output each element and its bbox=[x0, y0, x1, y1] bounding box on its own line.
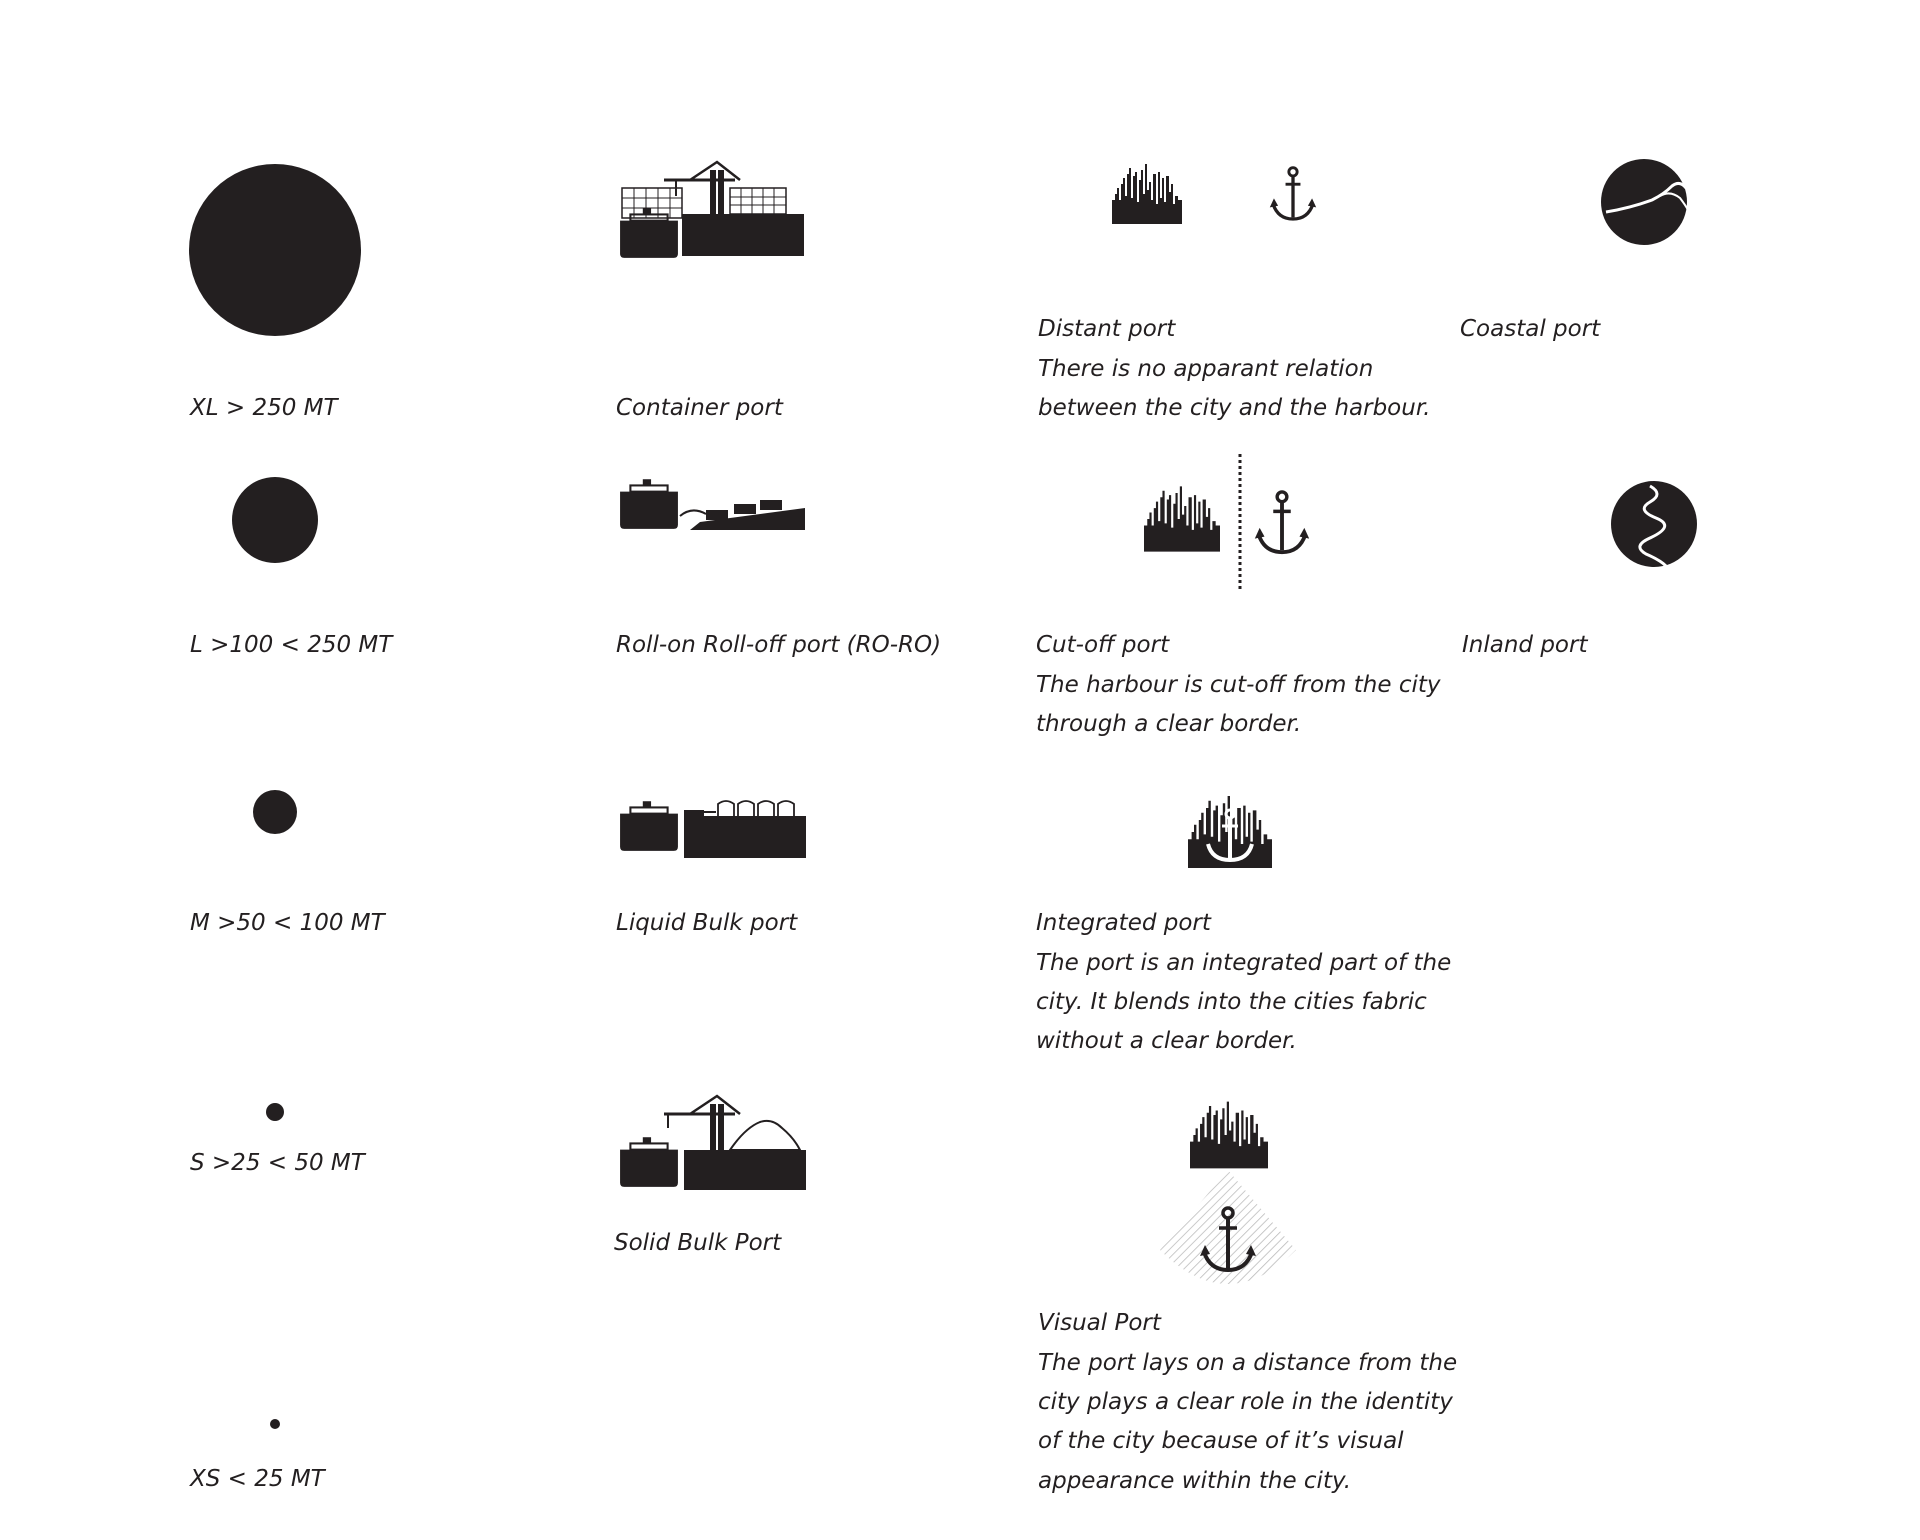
cutoff-port-desc-line: through a clear border. bbox=[1036, 711, 1302, 737]
container-port-icon bbox=[620, 162, 804, 258]
cutoff-port-desc-line: The harbour is cut-off from the city bbox=[1036, 672, 1441, 698]
distant-port-desc-line: between the city and the harbour. bbox=[1038, 395, 1431, 421]
size-s-label: S >25 < 50 MT bbox=[190, 1150, 365, 1176]
integrated-port-icon bbox=[1188, 796, 1272, 868]
visual-port-desc-line: appearance within the city. bbox=[1038, 1468, 1352, 1494]
size-xs-circle bbox=[270, 1419, 280, 1429]
size-xl-label: XL > 250 MT bbox=[190, 395, 338, 421]
integrated-port-desc-line: without a clear border. bbox=[1036, 1028, 1297, 1054]
visual-port-title: Visual Port bbox=[1038, 1310, 1161, 1336]
integrated-port-desc-line: city. It blends into the cities fabric bbox=[1036, 989, 1427, 1015]
size-m-label: M >50 < 100 MT bbox=[190, 910, 385, 936]
cutoff-port-icon bbox=[1144, 454, 1309, 592]
integrated-port-title: Integrated port bbox=[1036, 910, 1211, 936]
visual-port-desc-line: city plays a clear role in the identity bbox=[1038, 1389, 1453, 1415]
visual-port-icon bbox=[1160, 1102, 1296, 1284]
size-s-circle bbox=[266, 1103, 284, 1121]
size-xs-label: XS < 25 MT bbox=[190, 1466, 325, 1492]
size-l-circle bbox=[232, 477, 318, 563]
visual-port-desc-line: The port lays on a distance from the bbox=[1038, 1350, 1458, 1376]
size-m-circle bbox=[253, 790, 297, 834]
solid-bulk-port-icon bbox=[620, 1096, 806, 1190]
inland-port-icon bbox=[1611, 481, 1697, 567]
visual-port-desc-line: of the city because of it’s visual bbox=[1038, 1428, 1404, 1454]
liquid-bulk-port-label: Liquid Bulk port bbox=[616, 910, 798, 936]
container-port-label: Container port bbox=[616, 395, 783, 421]
integrated-port-desc-line: The port is an integrated part of the bbox=[1036, 950, 1452, 976]
distant-port-icon bbox=[1112, 164, 1316, 224]
coastal-port-icon bbox=[1601, 159, 1688, 245]
inland-port-label: Inland port bbox=[1462, 632, 1588, 658]
distant-port-title: Distant port bbox=[1038, 316, 1176, 342]
solid-bulk-port-label: Solid Bulk Port bbox=[614, 1230, 782, 1256]
coastal-port-label: Coastal port bbox=[1460, 316, 1601, 342]
size-xl-circle bbox=[189, 164, 361, 336]
size-l-label: L >100 < 250 MT bbox=[190, 632, 393, 658]
cutoff-port-title: Cut-off port bbox=[1036, 632, 1170, 658]
roro-port-icon bbox=[620, 479, 805, 530]
distant-port-desc-line: There is no apparant relation bbox=[1038, 356, 1374, 382]
roro-port-label: Roll-on Roll-off port (RO-RO) bbox=[616, 632, 942, 658]
liquid-bulk-port-icon bbox=[620, 801, 806, 858]
